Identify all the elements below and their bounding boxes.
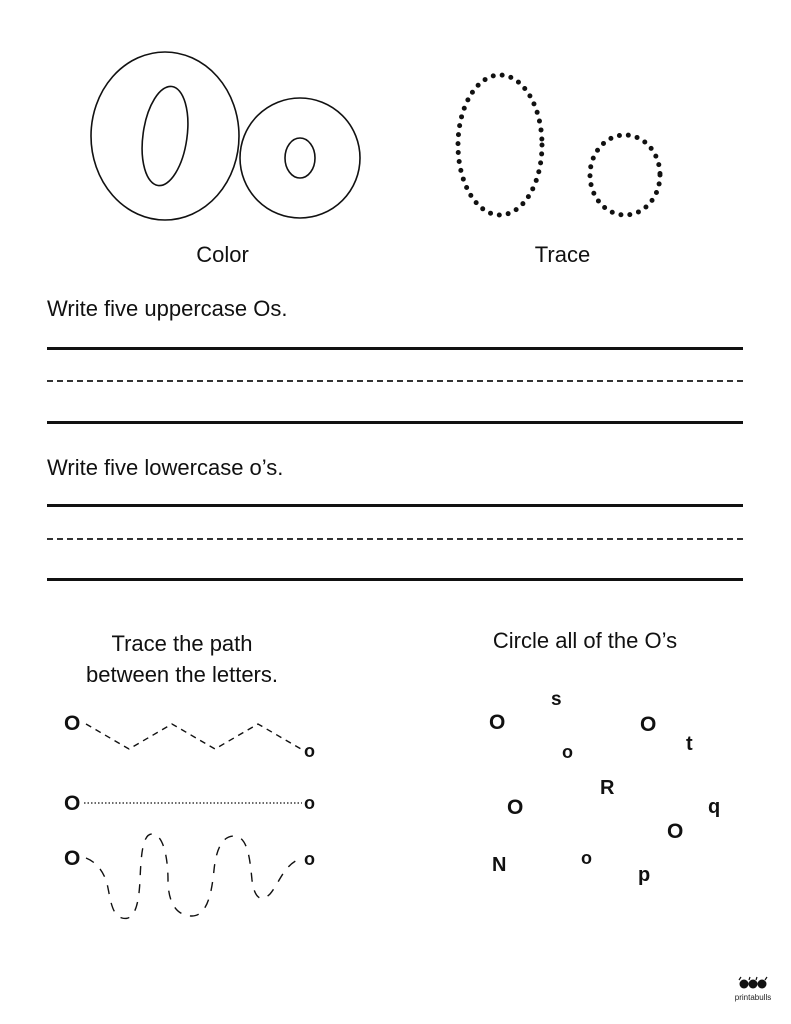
trace-caption: Trace [534, 242, 591, 267]
color-caption: Color [196, 242, 249, 267]
circle-letter-O-4: O [667, 820, 684, 843]
uppercase-base-line [47, 421, 743, 424]
circle-letter-O-2: O [640, 713, 657, 736]
trace-row3-wavy-path [84, 830, 304, 925]
uppercase-top-line [47, 347, 743, 350]
trace-row1-end: o [304, 741, 315, 761]
circle-letter-s: s [551, 689, 562, 710]
circle-letter-o-2: o [581, 848, 592, 868]
trace-path-instruction-line1: Trace the path [111, 631, 253, 656]
trace-row3-end: o [304, 849, 315, 869]
printabulls-logo-icon [738, 976, 768, 992]
circle-letter-t: t [686, 733, 693, 755]
lowercase-base-line [47, 578, 743, 581]
trace-row2-end: o [304, 793, 315, 813]
circle-letter-N: N [492, 854, 507, 876]
trace-path-instruction [52, 628, 312, 690]
uppercase-mid-line [47, 380, 743, 382]
circle-letter-O-3: O [507, 796, 524, 819]
circle-letter-O-1: O [489, 711, 506, 734]
uppercase-prompt: Write five uppercase Os. [47, 296, 288, 321]
lowercase-prompt: Write five lowercase o’s. [47, 455, 284, 480]
color-letters-outline [85, 50, 365, 225]
circle-activity-instruction: Circle all of the O’s [492, 628, 678, 653]
circle-letter-R: R [600, 777, 615, 799]
trace-row2-straight-path [84, 801, 304, 805]
trace-path-instruction-line2: between the letters. [85, 662, 278, 687]
circle-letter-o-1: o [562, 742, 573, 762]
circle-letter-q: q [708, 796, 721, 818]
trace-row2-start: O [64, 792, 81, 815]
trace-row1-start: O [64, 712, 81, 735]
trace-letters-dotted [455, 70, 675, 225]
trace-row1-zigzag-path [86, 718, 306, 758]
lowercase-top-line [47, 504, 743, 507]
lowercase-mid-line [47, 538, 743, 540]
trace-row3-start: O [64, 847, 81, 870]
circle-letter-p: p [638, 864, 651, 886]
branding-name: printabulls [734, 993, 772, 1002]
